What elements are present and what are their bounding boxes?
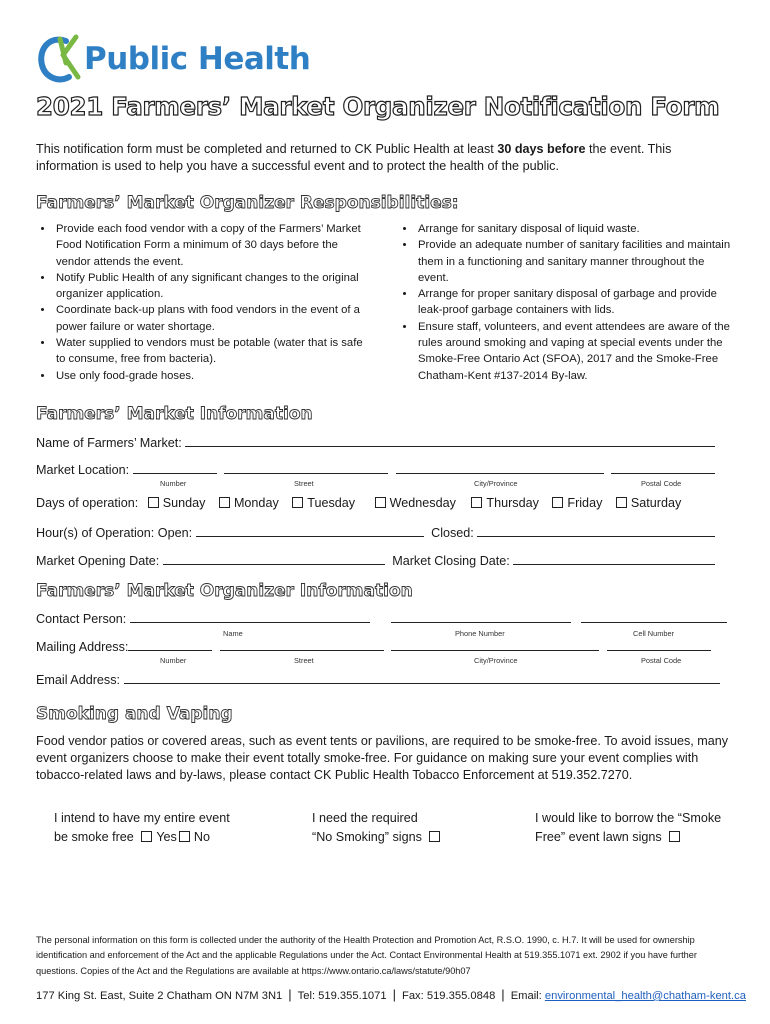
opening-date-field[interactable] xyxy=(163,552,385,565)
day-friday[interactable] xyxy=(552,496,602,510)
no-label: No xyxy=(193,829,210,844)
option-line-2 xyxy=(54,828,294,847)
ck-public-health-logo xyxy=(36,30,310,88)
day-tuesday[interactable] xyxy=(292,496,355,510)
list-item: • Notify Public Health of any significant changes to the original organizer application. xyxy=(54,270,370,303)
smoke-free-option xyxy=(54,809,294,846)
divider: | xyxy=(288,987,292,1002)
contact-phone-field[interactable] xyxy=(391,610,571,623)
lawn-signs-checkbox[interactable] xyxy=(669,831,680,842)
checkbox[interactable] xyxy=(471,497,482,508)
smoking-paragraph: Food vendor patios or covered areas, such as event tents or pavilions, are required to be smoke-free. To avoid issues, many event organizers choose to make their event totally smoke-free. For guidance on making sure your event complies with tobacco-related laws and by-laws, please contact CK Public Health Tobacco Enforcement at 519.352.7270. xyxy=(36,734,729,782)
smoke-free-no-checkbox[interactable] xyxy=(179,831,190,842)
location-postal-field[interactable] xyxy=(611,461,715,474)
footer-tel: Tel: 519.355.1071 xyxy=(297,990,387,1002)
email-address-field[interactable] xyxy=(124,671,720,684)
opening-date-label: Market Opening Date: xyxy=(36,554,160,568)
responsibilities-left xyxy=(36,221,370,384)
intro-bold: 30 days before xyxy=(497,142,586,156)
day-label: Tuesday xyxy=(307,496,356,510)
mailing-street-field[interactable] xyxy=(220,638,384,651)
location-city-field[interactable] xyxy=(396,461,604,474)
location-sub-city: City/Province xyxy=(474,479,518,488)
list-item: • Arrange for sanitary disposal of liquid waste. xyxy=(416,221,736,237)
no-smoking-signs-checkbox[interactable] xyxy=(429,831,440,842)
closing-date-label: Market Closing Date: xyxy=(392,554,510,568)
form-title: 2021 Farmers’ Market Organizer Notification Form xyxy=(36,92,720,121)
market-name-row xyxy=(36,434,715,450)
option-line: I would like to borrow the “Smoke xyxy=(535,811,722,825)
no-smoking-signs-option xyxy=(312,809,512,846)
checkbox[interactable] xyxy=(148,497,159,508)
mailing-number-field[interactable] xyxy=(128,638,212,651)
contact-footer xyxy=(36,987,746,1002)
day-label: Thursday xyxy=(486,496,539,510)
privacy-notice: The personal information on this form is collected under the authority of the Health Protection and Promotion Act, R.S.O. 1990, c. H.7. It will be used for ownership identification and enforcement of the Act and the applicable Regulations under the Act. Contact Environmental Health at 519.355.1071 ext. 2902 if you have further questions. Copies of the Act and the Regulations are available at https://www.ontario.ca/laws/statute/90h07 xyxy=(36,935,697,976)
day-sunday[interactable] xyxy=(148,496,206,510)
market-location-label: Market Location: xyxy=(36,463,130,477)
day-label: Saturday xyxy=(630,496,682,510)
checkbox[interactable] xyxy=(616,497,627,508)
intro-before: This notification form must be completed and returned to CK Public Health at least xyxy=(36,142,498,156)
market-info-heading: Farmers’ Market Information xyxy=(36,404,313,424)
intro-text xyxy=(36,141,736,175)
days-label: Days of operation: xyxy=(36,496,139,510)
hours-closed-field[interactable] xyxy=(477,524,715,537)
list-item: • Arrange for proper sanitary disposal of garbage and provide leak-proof garbage containers with lids. xyxy=(416,286,736,319)
day-saturday[interactable] xyxy=(616,496,681,510)
list-item: • Provide each food vendor with a copy of the Farmers’ Market Food Notification Form a minimum of 30 days before the vendor attends the event. xyxy=(54,221,370,270)
divider: | xyxy=(392,987,396,1002)
list-item: • Water supplied to vendors must be potable (water that is safe to consume, free from bacteria). xyxy=(54,335,370,368)
smoke-free-yes-checkbox[interactable] xyxy=(141,831,152,842)
email-address-label: Email Address: xyxy=(36,673,120,687)
footer-fax: Fax: 519.355.0848 xyxy=(401,990,496,1002)
footer-email-link[interactable]: environmental_health@chatham-kent.ca xyxy=(544,990,746,1002)
responsibilities-right xyxy=(398,221,736,384)
mailing-sub-city: City/Province xyxy=(474,656,518,665)
hours-open-label: Hour(s) of Operation: Open: xyxy=(36,526,193,540)
day-monday[interactable] xyxy=(219,496,279,510)
contact-name-field[interactable] xyxy=(130,610,370,623)
smoking-heading: Smoking and Vaping xyxy=(36,704,233,724)
day-label: Monday xyxy=(233,496,279,510)
footer-email-label: Email: xyxy=(510,990,542,1002)
list-item: • Coordinate back-up plans with food vendors in the event of a power failure or water shortage. xyxy=(54,302,370,335)
closing-date-field[interactable] xyxy=(513,552,715,565)
footer-address: 177 King St. East, Suite 2 Chatham ON N7M 3N1 xyxy=(36,990,283,1002)
responsibilities-heading: Farmers’ Market Organizer Responsibilities: xyxy=(36,193,459,213)
location-sub-number: Number xyxy=(160,479,187,488)
hours-open-field[interactable] xyxy=(196,524,424,537)
checkbox[interactable] xyxy=(375,497,386,508)
contact-cell-field[interactable] xyxy=(581,610,727,623)
option-text: Free” event lawn signs xyxy=(535,829,662,844)
option-line-2 xyxy=(535,828,745,847)
mailing-postal-field[interactable] xyxy=(607,638,711,651)
dates-row xyxy=(36,552,715,568)
logo-text: Public Health xyxy=(84,41,311,77)
divider: | xyxy=(501,987,505,1002)
list-item: • Ensure staff, volunteers, and event attendees are aware of the rules around smoking and vaping at special events under the Smoke-Free Ontario Act (SFOA), 2017 and the Smoke-Free Chatham-Kent #137-2014 By-law. xyxy=(416,319,736,384)
option-line: I intend to have my entire event xyxy=(54,811,230,825)
mailing-city-field[interactable] xyxy=(391,638,599,651)
days-row xyxy=(36,496,681,510)
mailing-row xyxy=(36,638,711,654)
lawn-signs-option xyxy=(535,809,745,846)
contact-person-label: Contact Person: xyxy=(36,612,127,626)
mailing-address-label: Mailing Address: xyxy=(36,640,129,654)
contact-row xyxy=(36,610,727,626)
day-wednesday[interactable] xyxy=(375,496,456,510)
intro-after: the event. This information is used to help you have a successful event and to protect the health of the public. xyxy=(36,142,672,173)
hours-closed-label: Closed: xyxy=(431,526,474,540)
location-sub-street: Street xyxy=(294,479,314,488)
organizer-info-heading: Farmers’ Market Organizer Information xyxy=(36,581,413,601)
option-line-2 xyxy=(312,828,512,847)
market-name-label: Name of Farmers’ Market: xyxy=(36,436,182,450)
mailing-sub-postal: Postal Code xyxy=(641,656,682,665)
contact-sub-cell: Cell Number xyxy=(633,629,675,638)
location-number-field[interactable] xyxy=(133,461,217,474)
yes-label: Yes xyxy=(156,829,177,844)
option-line: I need the required xyxy=(312,811,418,825)
day-thursday[interactable] xyxy=(471,496,539,510)
option-text: be smoke free xyxy=(54,829,134,844)
market-location-row xyxy=(36,461,715,477)
list-item: • Provide an adequate number of sanitary facilities and maintain them in a functioning and sanitary manner throughout the event. xyxy=(416,237,736,286)
option-text: “No Smoking” signs xyxy=(312,829,422,844)
location-sub-postal: Postal Code xyxy=(641,479,682,488)
mailing-sub-street: Street xyxy=(294,656,314,665)
market-name-field[interactable] xyxy=(185,434,715,447)
checkbox[interactable] xyxy=(219,497,230,508)
email-row xyxy=(36,671,720,687)
ck-logo-icon xyxy=(36,33,82,85)
checkbox[interactable] xyxy=(552,497,563,508)
mailing-sub-number: Number xyxy=(160,656,187,665)
hours-row xyxy=(36,524,715,540)
contact-sub-name: Name xyxy=(223,629,243,638)
day-label: Wednesday xyxy=(389,496,456,510)
contact-sub-phone: Phone Number xyxy=(455,629,505,638)
list-item: • Use only food-grade hoses. xyxy=(54,368,370,384)
checkbox[interactable] xyxy=(292,497,303,508)
day-label: Friday xyxy=(567,496,603,510)
day-label: Sunday xyxy=(162,496,206,510)
location-street-field[interactable] xyxy=(224,461,388,474)
